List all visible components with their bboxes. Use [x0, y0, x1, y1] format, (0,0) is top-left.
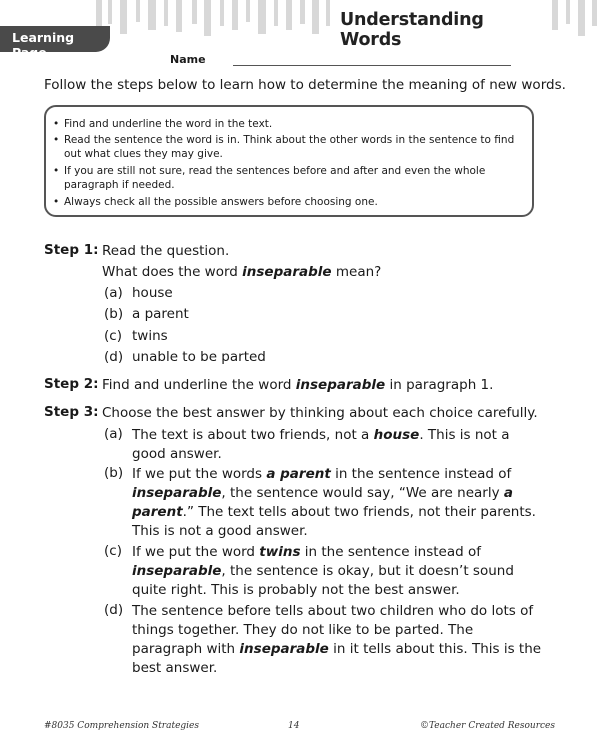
footer-right: ©Teacher Created Resources: [420, 721, 555, 731]
tab-label: Learning Page: [12, 30, 75, 60]
footer-left: #8035 Comprehension Strategies: [44, 721, 200, 731]
option-text: unable to be parted: [132, 349, 266, 365]
option-letter: (b): [104, 306, 124, 322]
option-letter: (c): [104, 328, 122, 344]
answer-b: If we put the words a parent in the sentence instead of inseparable, the sentence would say, “We are nearly a parent.” The text tells about two friends, not their parents. This is not a good answer.: [132, 466, 536, 539]
answer-c: If we put the word twins in the sentence instead of inseparable, the sentence is okay, but it doesn’t sound quite right. This is probably not the best answer.: [132, 544, 514, 598]
option-letter: (d): [104, 349, 124, 365]
step2-text: Find and underline the word inseparable in paragraph 1.: [102, 377, 494, 393]
step3-line1: Choose the best answer by thinking about each choice carefully.: [102, 405, 538, 421]
answer-d: The sentence before tells about two children who do lots of things together. They do not like to be parted. The paragraph with inseparable in it tells about this. This is the best answer.: [132, 603, 542, 676]
learning-page-tab: [0, 26, 110, 60]
step1-line1: Read the question.: [102, 243, 230, 259]
answer-letter: (b): [104, 465, 124, 481]
page-title: [336, 7, 550, 50]
tip-item: • Find and underline the word in the text.: [64, 118, 524, 132]
intro-text: Follow the steps below to learn how to determine the meaning of new words.: [44, 77, 566, 93]
step3-label: Step 3:: [44, 404, 99, 420]
answer-a: The text is about two friends, not a house. This is not a good answer.: [132, 427, 510, 462]
step1-label: Step 1:: [44, 242, 99, 258]
step2-label: Step 2:: [44, 376, 99, 392]
title-text: Understanding Words: [340, 10, 484, 50]
option-text: twins: [132, 328, 168, 344]
tip-item: • Read the sentence the word is in. Think about the other words in the sentence to find out what clues they may give.: [64, 134, 524, 161]
tip-item: • If you are still not sure, read the sentences before and after and even the whole paragraph if needed.: [64, 165, 524, 192]
name-label: Name: [170, 53, 206, 66]
tip-item: • Always check all the possible answers before choosing one.: [64, 196, 524, 210]
answer-letter: (d): [104, 602, 124, 618]
keyword: inseparable: [295, 377, 386, 393]
option-text: house: [132, 285, 173, 301]
tips-box: [44, 105, 534, 217]
name-field-line[interactable]: [233, 65, 511, 66]
option-text: a parent: [132, 306, 189, 322]
option-letter: (a): [104, 285, 123, 301]
page-number: 14: [288, 721, 300, 731]
answer-letter: (c): [104, 543, 122, 559]
answer-letter: (a): [104, 426, 123, 442]
step1-question: What does the word inseparable mean?: [102, 264, 382, 280]
keyword: inseparable: [242, 264, 332, 280]
